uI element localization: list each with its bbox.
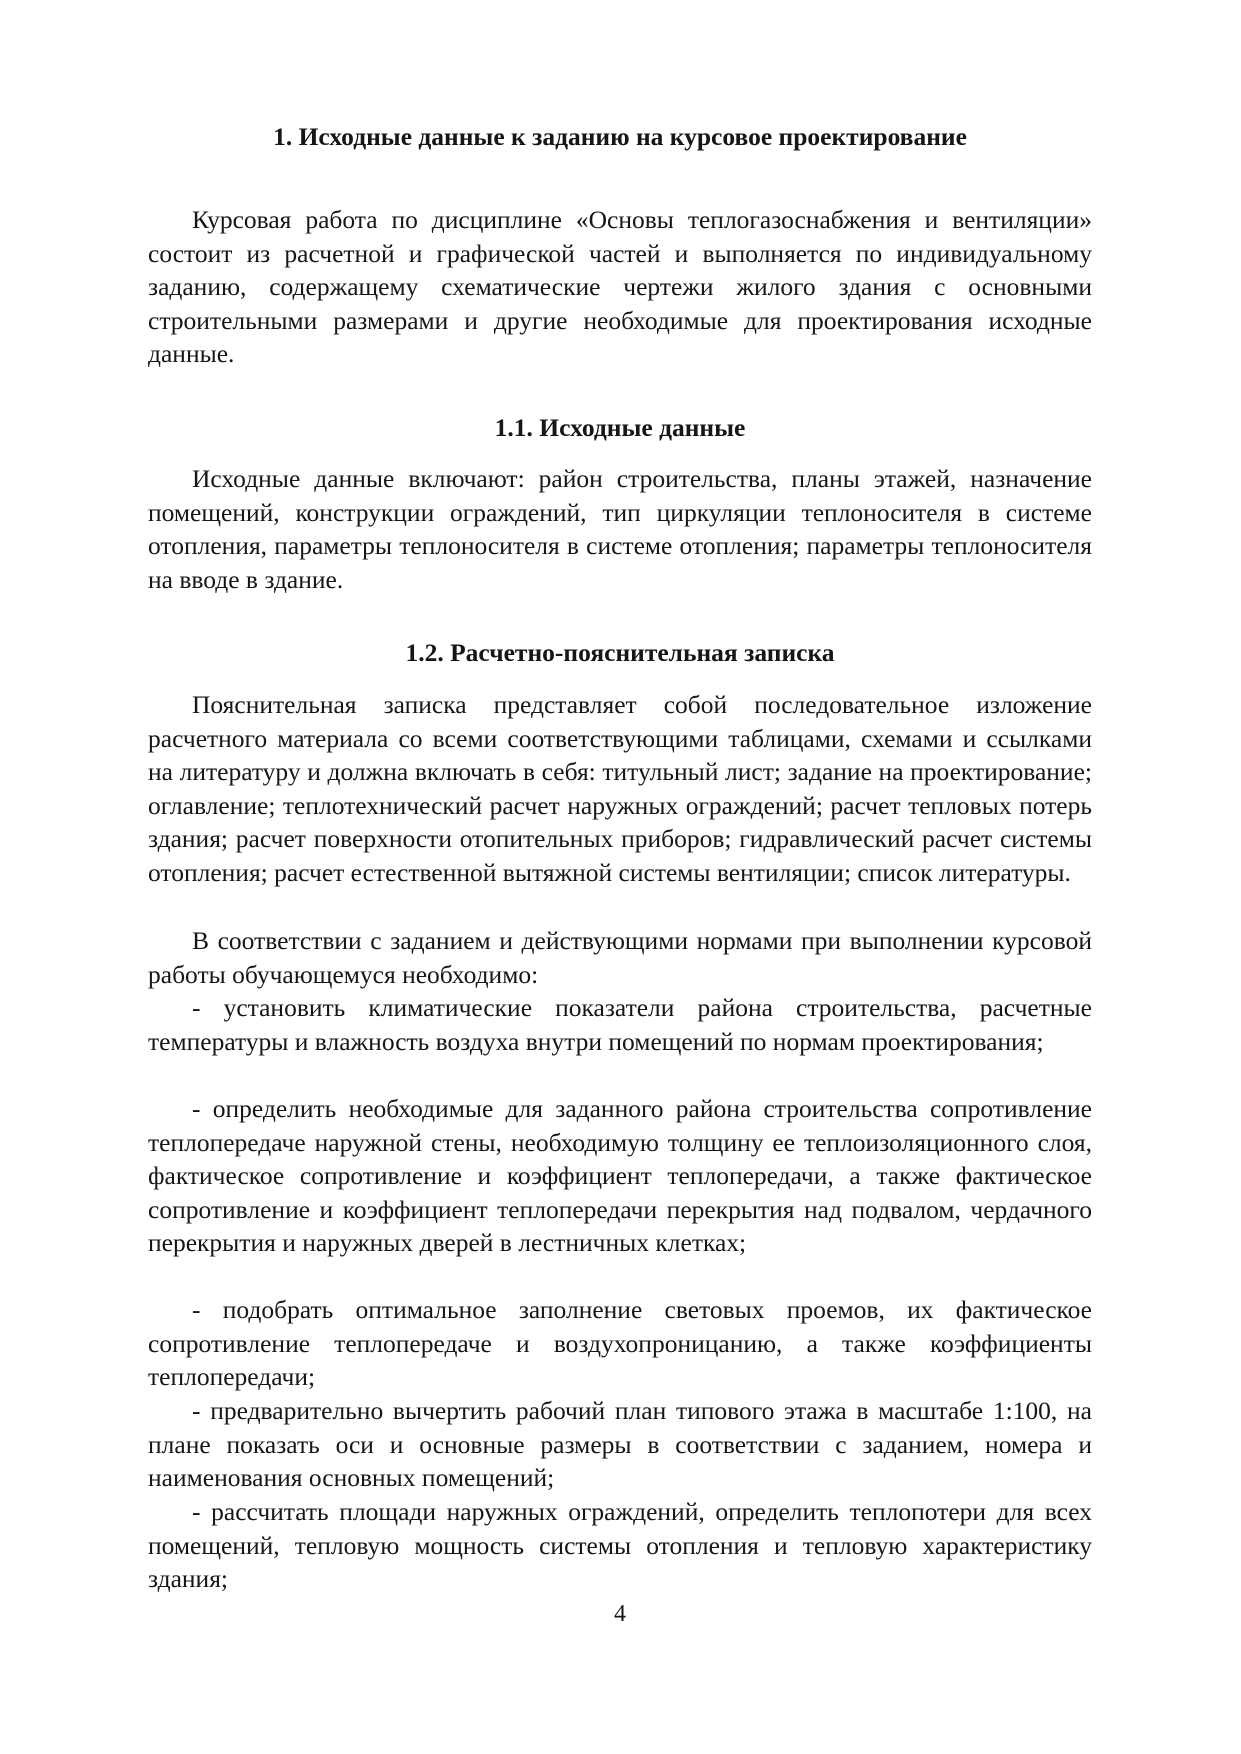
list-item: - предварительно вычертить рабочий план типового этажа в масштабе 1:100, на плане показать оси и основные размеры в соответствии с заданием, номера и наименования основных помещений; bbox=[148, 1396, 1092, 1493]
page-number: 4 bbox=[614, 1601, 626, 1627]
list-item: - установить климатические показатели района строительства, расчетные температуры и влажность воздуха внутри помещений по нормам проектирования; bbox=[148, 993, 1092, 1056]
document-page bbox=[148, 0, 1092, 1754]
chapter-heading: 1. Исходные данные к заданию на курсовое проектирование bbox=[273, 122, 967, 151]
section-1-2-paragraph: Пояснительная записка представляет собой последовательное изложение расчетного материала со всеми соответствующими таблицами, схемами и ссылками на литературу и должна включать в себя: титульный лист; задание на проектирование; оглавление; теплотехнический расчет наружных ограждений; расчет тепловых потерь здания; расчет поверхности отопительных приборов; гидравлический расчет системы отопления; расчет естественной вытяжной системы вентиляции; список литературы. bbox=[148, 690, 1092, 887]
intro-paragraph: Курсовая работа по дисциплине «Основы теплогазоснабжения и вентиляции» состоит из расчетной и графической частей и выполняется по индивидуальному заданию, содержащему схематические чертежи жилого здания с основными строительными размерами и другие необходимые для проектирования исходные данные. bbox=[148, 205, 1092, 369]
list-item: - определить необходимые для заданного района строительства сопротивление теплопередаче наружной стены, необходимую толщину ее теплоизоляционного слоя, фактическое сопротивление и коэффициент теплопередачи, а также фактическое сопротивление и коэффициент теплопередачи перекрытия над подвалом, чердачного перекрытия и наружных дверей в лестничных клетках; bbox=[148, 1094, 1092, 1258]
section-1-1-paragraph: Исходные данные включают: район строительства, планы этажей, назначение помещений, конструкции ограждений, тип циркуляции теплоносителя в системе отопления, параметры теплоносителя в системе отопления; параметры теплоносителя на вводе в здание. bbox=[148, 464, 1092, 594]
list-item: - подобрать оптимальное заполнение световых проемов, их фактическое сопротивление теплопередаче и воздухопроницанию, а также коэффициенты теплопередачи; bbox=[148, 1295, 1092, 1392]
section-1-2-heading: 1.2. Расчетно-пояснительная записка bbox=[405, 638, 835, 667]
norms-paragraph: В соответствии с заданием и действующими нормами при выполнении курсовой работы обучающемуся необходимо: bbox=[148, 926, 1092, 989]
list-item: - рассчитать площади наружных ограждений, определить теплопотери для всех помещений, тепловую мощность системы отопления и тепловую характеристику здания; bbox=[148, 1497, 1092, 1594]
section-1-1-heading: 1.1. Исходные данные bbox=[494, 413, 746, 442]
